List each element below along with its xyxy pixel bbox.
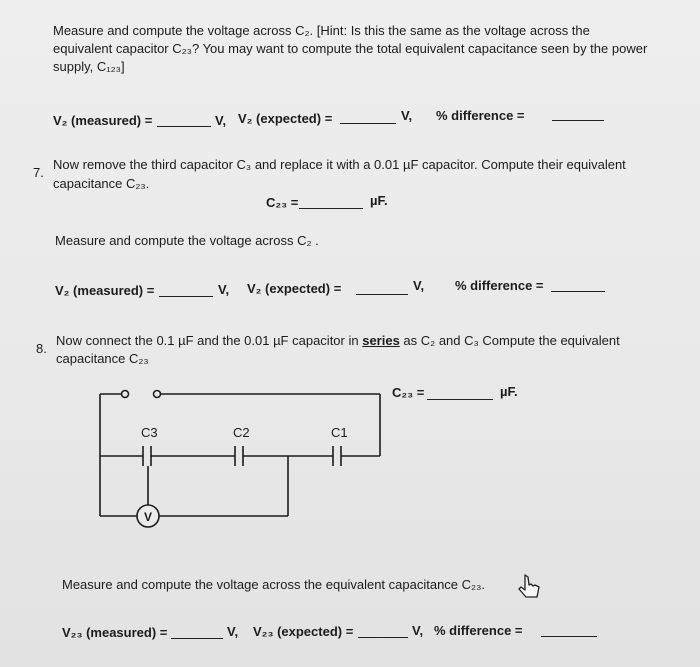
q7-unit2: V,: [413, 278, 425, 293]
q6-intro-line2: equivalent capacitor C₂₃? You may want to compute the total equivalent capacitance seen by the power: [53, 41, 648, 56]
q8-series-word: series: [362, 333, 400, 348]
q6-unit2: V,: [401, 108, 413, 123]
q8-line1-part-b: as C₂ and C₃ Compute the equivalent: [399, 333, 620, 348]
q8-pct-diff-label: % difference =: [434, 623, 523, 638]
q6-v2-measured-label: V₂ (measured) =: [53, 113, 153, 128]
q7-v2-measured-label: V₂ (measured) =: [55, 283, 155, 298]
q8-line1-part-a: Now connect the 0.1 µF and the 0.01 µF capacitor in: [56, 333, 363, 348]
q7-number: 7.: [33, 165, 44, 180]
q8-measure-text: Measure and compute the voltage across the equivalent capacitance C₂₃.: [62, 577, 485, 592]
q6-intro-line1: Measure and compute the voltage across C₂. [Hint: Is this the same as the voltage across the: [53, 23, 590, 38]
mouse-cursor-icon: [517, 573, 543, 603]
q6-pct-diff-label: % difference =: [436, 108, 525, 123]
q7-unit1: V,: [218, 282, 230, 297]
q7-line2: capacitance C₂₃.: [53, 176, 150, 191]
q7-v2-expected-label: V₂ (expected) =: [247, 281, 342, 296]
q8-v23-measured-blank[interactable]: [171, 627, 223, 639]
q7-c23-label: C₂₃ =: [266, 195, 299, 210]
c3-label: C3: [141, 425, 158, 440]
q8-unit2: V,: [412, 623, 424, 638]
terminal-left-icon: [122, 391, 129, 398]
q8-c23-label: C₂₃ =: [392, 385, 425, 400]
q8-c23-unit: µF.: [500, 384, 518, 399]
c2-label: C2: [233, 425, 250, 440]
q7-line1: Now remove the third capacitor C₃ and replace it with a 0.01 µF capacitor. Compute their equivalent: [53, 157, 626, 172]
q7-measure-text: Measure and compute the voltage across C₂ .: [55, 233, 319, 248]
q6-v2-expected-label: V₂ (expected) =: [238, 111, 333, 126]
q8-number: 8.: [36, 341, 47, 356]
q7-pct-diff-label: % difference =: [455, 278, 544, 293]
q8-v23-expected-label: V₂₃ (expected) =: [253, 624, 354, 639]
terminal-right-icon: [154, 391, 161, 398]
q8-v23-expected-blank[interactable]: [358, 626, 408, 638]
q8-pct-diff-blank[interactable]: [541, 625, 597, 637]
c1-label: C1: [331, 425, 348, 440]
q6-intro-line3: supply, C₁₂₃]: [53, 59, 125, 74]
q8-unit1: V,: [227, 624, 239, 639]
voltmeter-label: V: [144, 510, 153, 524]
q6-unit1: V,: [215, 113, 227, 128]
q7-c23-unit: µF.: [370, 193, 388, 208]
q8-v23-measured-label: V₂₃ (measured) =: [62, 625, 168, 640]
q8-line2: capacitance C₂₃: [56, 351, 149, 366]
